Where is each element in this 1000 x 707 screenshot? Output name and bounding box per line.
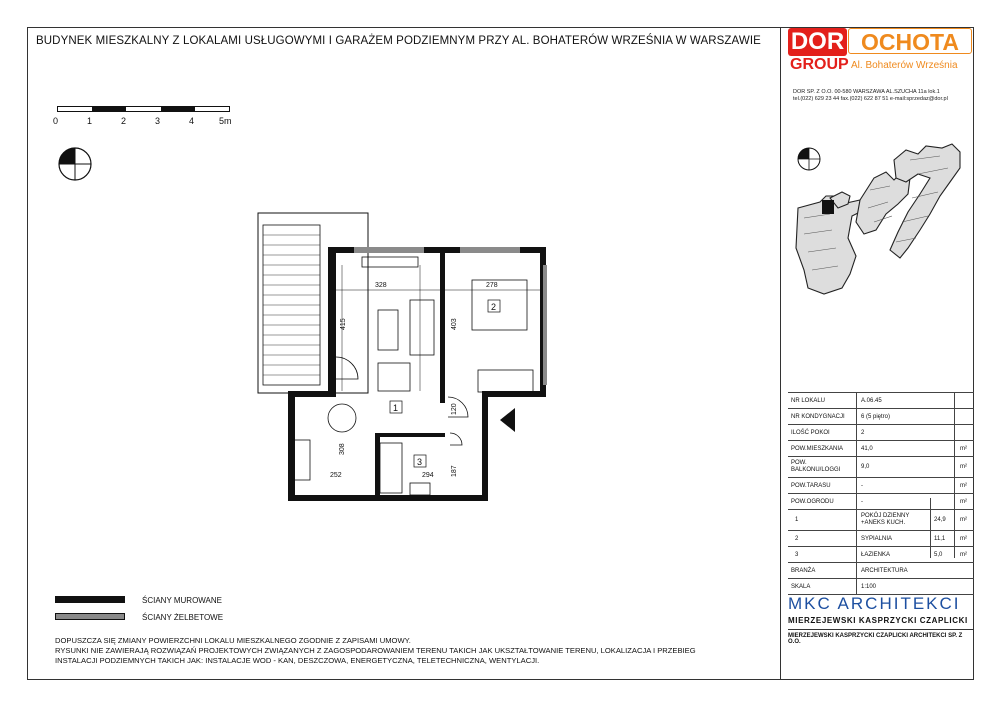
room-name: ŁAZIENKA <box>861 551 891 558</box>
dimension-label: 187 <box>451 465 458 477</box>
room-num: 2 <box>795 535 799 542</box>
row-label: SKALA <box>791 583 811 590</box>
row-value: ARCHITEKTURA <box>861 567 908 574</box>
table-row <box>788 441 974 457</box>
row-unit: m² <box>960 498 967 505</box>
mkc-logo: MKC ARCHITEKCI <box>788 594 961 613</box>
scale-bar <box>57 106 230 112</box>
row-value: 6 (5 piętro) <box>861 413 891 420</box>
table-row <box>788 457 974 478</box>
column-divider <box>856 393 857 595</box>
window-marker-icon <box>500 408 515 432</box>
floor-plan <box>250 205 555 510</box>
row-label: NR KONDYGNACJI <box>791 413 845 420</box>
row-label: ILOŚĆ POKOI <box>791 429 830 436</box>
column-divider <box>954 393 955 558</box>
row-label: POW.MIESZKANIA <box>791 445 844 452</box>
row-label: POW.OGRODU <box>791 498 834 505</box>
room-area: 24,9 <box>934 517 946 523</box>
page-title: BUDYNEK MIESZKALNY Z LOKALAMI USŁUGOWYMI I GARAŻEM PODZIEMNYM PRZY AL. BOHATERÓW WRZEŚNIA W WARSZAWIE <box>36 35 761 47</box>
room-number-1: 1 <box>393 403 399 413</box>
table-row <box>788 425 974 441</box>
scale-label: 4 <box>189 116 195 126</box>
table-row <box>788 547 974 563</box>
legend-swatch-murowane <box>55 596 125 603</box>
architect-block <box>788 594 974 645</box>
room-num: 3 <box>795 551 799 558</box>
dimension-label: 403 <box>451 318 458 330</box>
frame-divider <box>780 27 781 680</box>
scale-label: 0 <box>53 116 59 126</box>
address-line-2: tel.(022) 629 23 44 fax.(022) 622 87 51 e-mail:sprzedaz@dor.pl <box>793 95 948 102</box>
room-area: 11,1 <box>934 535 946 542</box>
dimension-label: 120 <box>451 403 458 415</box>
table-row <box>788 409 974 425</box>
row-label: POW.TARASU <box>791 482 831 489</box>
row-unit: m² <box>960 517 967 523</box>
dimension-label: 278 <box>486 282 498 289</box>
room-name: POKÓJ DZIENNY +ANEKS KUCH. <box>861 513 910 526</box>
row-unit: m² <box>960 551 967 558</box>
row-label: BRANŻA <box>791 567 816 574</box>
row-label: POW. BALKONU/LOGGI <box>791 460 841 473</box>
window <box>460 247 520 253</box>
room-num: 1 <box>795 517 799 523</box>
dimension-label: 252 <box>330 472 342 479</box>
legend-label-zelbetowe: ŚCIANY ŻELBETOWE <box>142 613 224 622</box>
key-plan <box>790 138 970 298</box>
divider <box>788 629 974 630</box>
logo-ochota: OCHOTA <box>848 28 972 54</box>
room-number-2: 2 <box>491 302 497 312</box>
table-row <box>788 494 974 510</box>
column-divider <box>930 498 931 558</box>
row-value: 1:100 <box>861 583 877 590</box>
row-unit: m² <box>960 482 967 489</box>
room-area: 5,0 <box>934 551 943 558</box>
table-row <box>788 531 974 547</box>
architect-company: MIERZEJEWSKI KASPRZYCKI CZAPLICKI ARCHITEKCI SP. Z O.O. <box>788 633 963 645</box>
note-line: RYSUNKI NIE ZAWIERAJĄ ROZWIĄZAŃ PROJEKTOWYCH ZWIĄZANYCH Z ZAGOSPODAROWANIEM TERENU TAKICH JAK UKSZTAŁTOWANIE TERENU, LOKALIZACJA I PRZEBIEG <box>55 646 696 655</box>
dimension-label: 328 <box>375 282 387 289</box>
logo-group: GROUP <box>790 56 849 73</box>
notes <box>55 636 775 666</box>
scale-label: 5m <box>219 116 232 126</box>
dimension-label: 294 <box>422 472 434 479</box>
table-row <box>788 510 974 531</box>
row-unit: m² <box>960 464 967 470</box>
table-row <box>788 563 974 579</box>
logo-subtitle: Al. Bohaterów Września <box>851 60 958 71</box>
address-line-1: DOR SP. Z O.O. 00-580 WARSZAWA AL.SZUCHA 11a lok.1 <box>793 89 940 95</box>
mkc-subtitle: MIERZEJEWSKI KASPRZYCKI CZAPLICKI <box>788 616 968 625</box>
legend-label-murowane: ŚCIANY MUROWANE <box>142 596 223 605</box>
room-name: SYPIALNIA <box>861 535 893 542</box>
dimension-label: 415 <box>340 318 347 330</box>
legend-swatch-zelbetowe <box>55 613 125 620</box>
scale-label: 1 <box>87 116 93 126</box>
table-row <box>788 579 974 595</box>
dimension-label: 308 <box>339 443 346 455</box>
table-row <box>788 478 974 494</box>
row-value: A.06.45 <box>861 397 882 404</box>
row-value: - <box>861 498 863 505</box>
row-value: 2 <box>861 429 865 436</box>
window <box>354 247 424 253</box>
logo-dor: DOR <box>788 28 847 56</box>
apartment-info-table <box>788 392 974 595</box>
north-compass-icon <box>56 145 94 183</box>
window <box>543 265 547 385</box>
table-row <box>788 393 974 409</box>
row-value: 9,0 <box>861 464 870 470</box>
row-value: 41,0 <box>861 445 873 452</box>
note-line: INSTALACJI PODZIEMNYCH TAKICH JAK: INSTALACJE WOD - KAN, DESZCZOWA, ENERGETYCZNA, TELETECHNICZNA, WENTYLACJI. <box>55 656 540 665</box>
row-value: - <box>861 482 863 489</box>
scale-label: 2 <box>121 116 127 126</box>
dor-ochota-logo <box>788 28 973 88</box>
room-number-3: 3 <box>417 457 423 467</box>
row-unit: m² <box>960 445 967 452</box>
company-address <box>793 89 973 102</box>
apartment-marker <box>822 200 834 214</box>
row-unit: m² <box>960 535 967 542</box>
note-line: DOPUSZCZA SIĘ ZMIANY POWIERZCHNI LOKALU MIESZKALNEGO ZGODNIE Z ZAPISAMI UMOWY. <box>55 636 411 645</box>
row-label: NR LOKALU <box>791 397 826 404</box>
scale-label: 3 <box>155 116 161 126</box>
